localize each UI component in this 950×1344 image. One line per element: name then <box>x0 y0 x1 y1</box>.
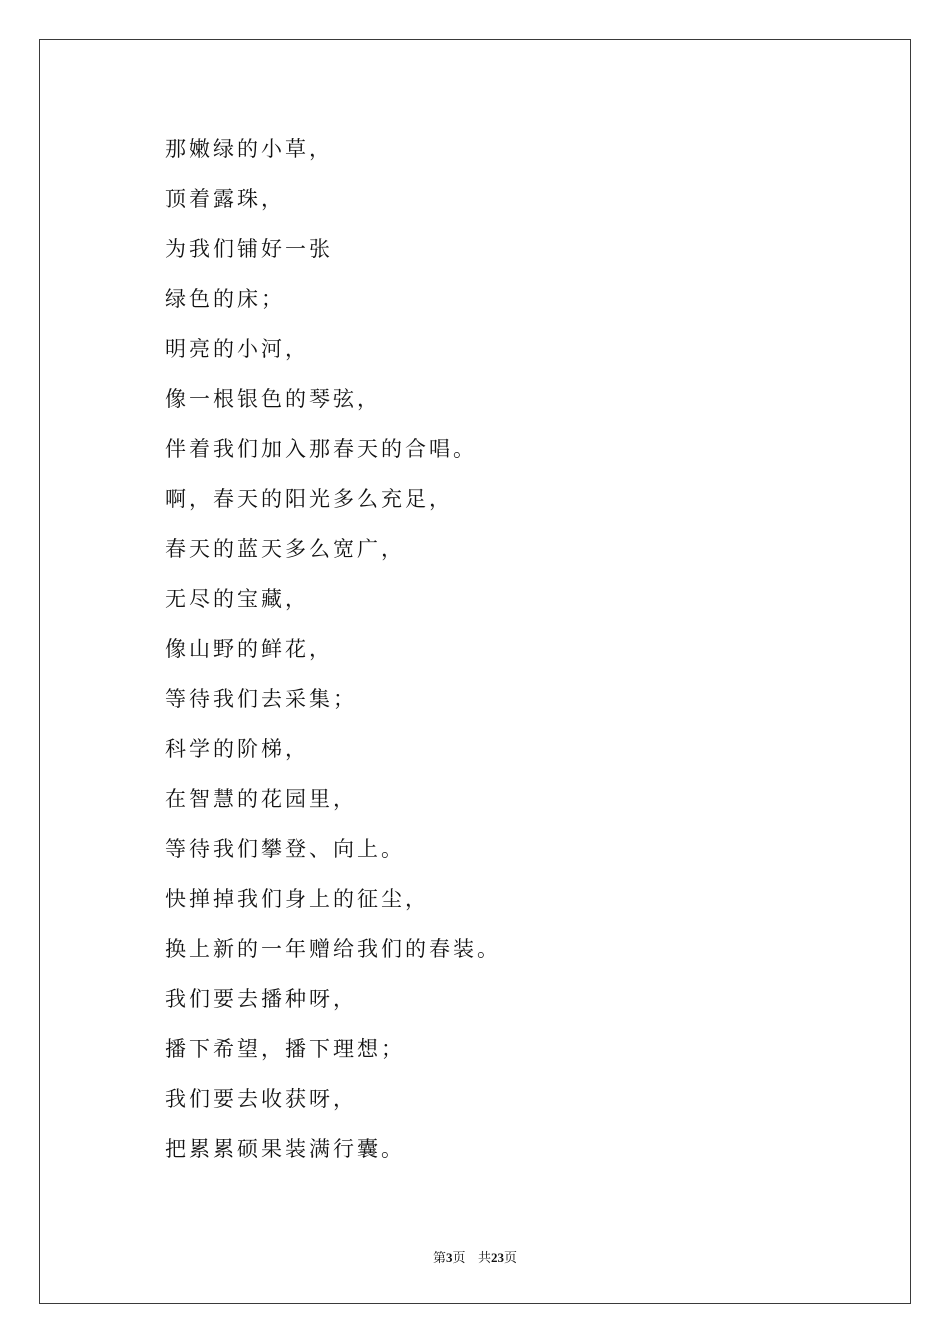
total-suffix: 页 <box>503 1251 517 1266</box>
poem-line: 为我们铺好一张 <box>165 237 333 261</box>
poem-line: 明亮的小河， <box>165 337 309 361</box>
poem-body <box>165 124 501 1174</box>
poem-line: 顶着露珠， <box>165 187 285 211</box>
page-number-footer <box>0 1247 950 1266</box>
poem-line: 等待我们攀登、向上。 <box>165 837 405 861</box>
poem-line: 春天的蓝天多么宽广， <box>165 537 405 561</box>
poem-line: 等待我们去采集； <box>165 687 357 711</box>
poem-line: 无尽的宝藏， <box>165 587 309 611</box>
total-page-count: 23 <box>490 1250 504 1265</box>
poem-line: 科学的阶梯， <box>165 737 309 761</box>
current-page-number: 3 <box>446 1250 453 1265</box>
poem-line: 绿色的床； <box>165 287 285 311</box>
poem-line: 快掸掉我们身上的征尘， <box>165 887 429 911</box>
poem-line: 换上新的一年赠给我们的春装。 <box>165 937 501 961</box>
page-prefix: 第 <box>433 1251 447 1266</box>
poem-line: 像山野的鲜花， <box>165 637 333 661</box>
total-prefix: 共 <box>477 1251 491 1266</box>
poem-line: 伴着我们加入那春天的合唱。 <box>165 437 477 461</box>
poem-line: 把累累硕果装满行囊。 <box>165 1137 405 1161</box>
poem-line: 那嫩绿的小草， <box>165 137 333 161</box>
poem-line: 啊，春天的阳光多么充足， <box>165 487 453 511</box>
poem-line: 我们要去播种呀， <box>165 987 357 1011</box>
poem-line: 在智慧的花园里， <box>165 787 357 811</box>
poem-line: 像一根银色的琴弦， <box>165 387 381 411</box>
poem-line: 我们要去收获呀， <box>165 1087 357 1111</box>
page-suffix: 页 <box>452 1251 466 1266</box>
poem-line: 播下希望，播下理想； <box>165 1037 405 1061</box>
